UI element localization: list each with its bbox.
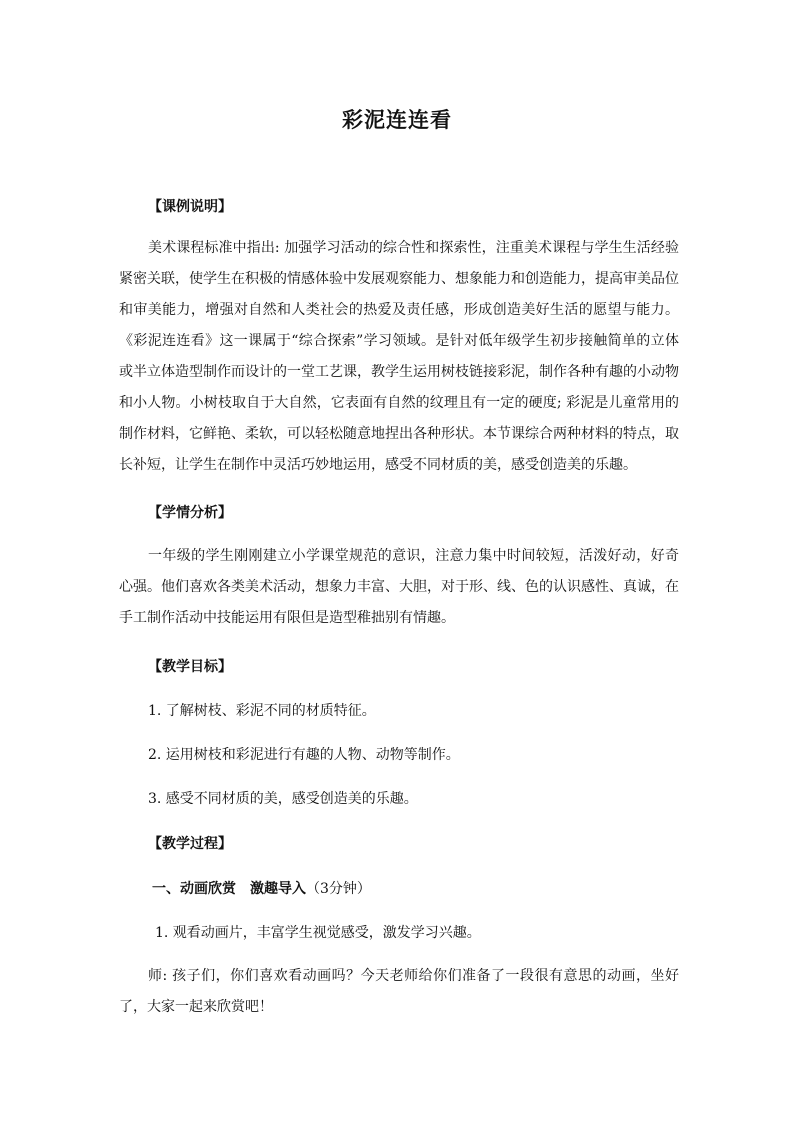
process-step-title: 一、动画欣赏 激趣导入 [152,881,306,897]
goals-heading: 【教学目标】 [148,659,232,675]
learner-analysis-heading: 【学情分析】 [148,505,232,521]
process-step-item: 1. 观看动画片，丰富学生视觉感受，激发学习兴趣。 [155,925,481,941]
case-note-heading: 【课例说明】 [148,199,232,215]
teacher-line: 师: 孩子们，你们喜欢看动画吗？今天老师给你们准备了一段很有意思的动画，坐好了，大家一起来欣赏吧！ [119,968,679,1015]
process-step-time: （3分钟） [306,881,371,897]
goal-item-3: 3. 感受不同材质的美，感受创造美的乐趣。 [148,791,418,807]
learner-analysis-paragraph: 一年级的学生刚刚建立小学课堂规范的意识，注意力集中时间较短，活泼好动，好奇心强。他们喜欢各类美术活动，想象力丰富、大胆，对于形、线、色的认识感性、真诚，在手工制作活动中技能运用有限但是造型稚拙别有情趣。 [119,548,679,626]
process-step-heading [152,878,371,898]
goal-item-2: 2. 运用树枝和彩泥进行有趣的人物、动物等制作。 [148,747,460,763]
document-title: 彩泥连连看 [342,107,452,132]
process-heading: 【教学过程】 [148,836,232,852]
goal-item-1: 1. 了解树枝、彩泥不同的材质特征。 [148,703,376,719]
case-note-paragraph: 美术课程标准中指出: 加强学习活动的综合性和探索性，注重美术课程与学生生活经验紧密关联，使学生在积极的情感体验中发展观察能力、想象能力和创造能力，提高审美品位和审美能力，增强对自然和人类社会的热爱及责任感，形成创造美好生活的愿望与能力。《彩泥连连看》这一课属于“综合探索”学习领域。是针对低年级学生初步接触简单的立体或半立体造型制作而设计的一堂工艺课，教学生运用树枝链接彩泥，制作各种有趣的小动物和小人物。小树枝取自于大自然，它表面有自然的纹理且有一定的硬度; 彩泥是儿童常用的制作材料，它鲜艳、柔软，可以轻松随意地捏出各种形状。本节课综合两种材料的特点，取长补短，让学生在制作中灵活巧妙地运用，感受不同材质的美，感受创造美的乐趣。 [119,240,679,473]
